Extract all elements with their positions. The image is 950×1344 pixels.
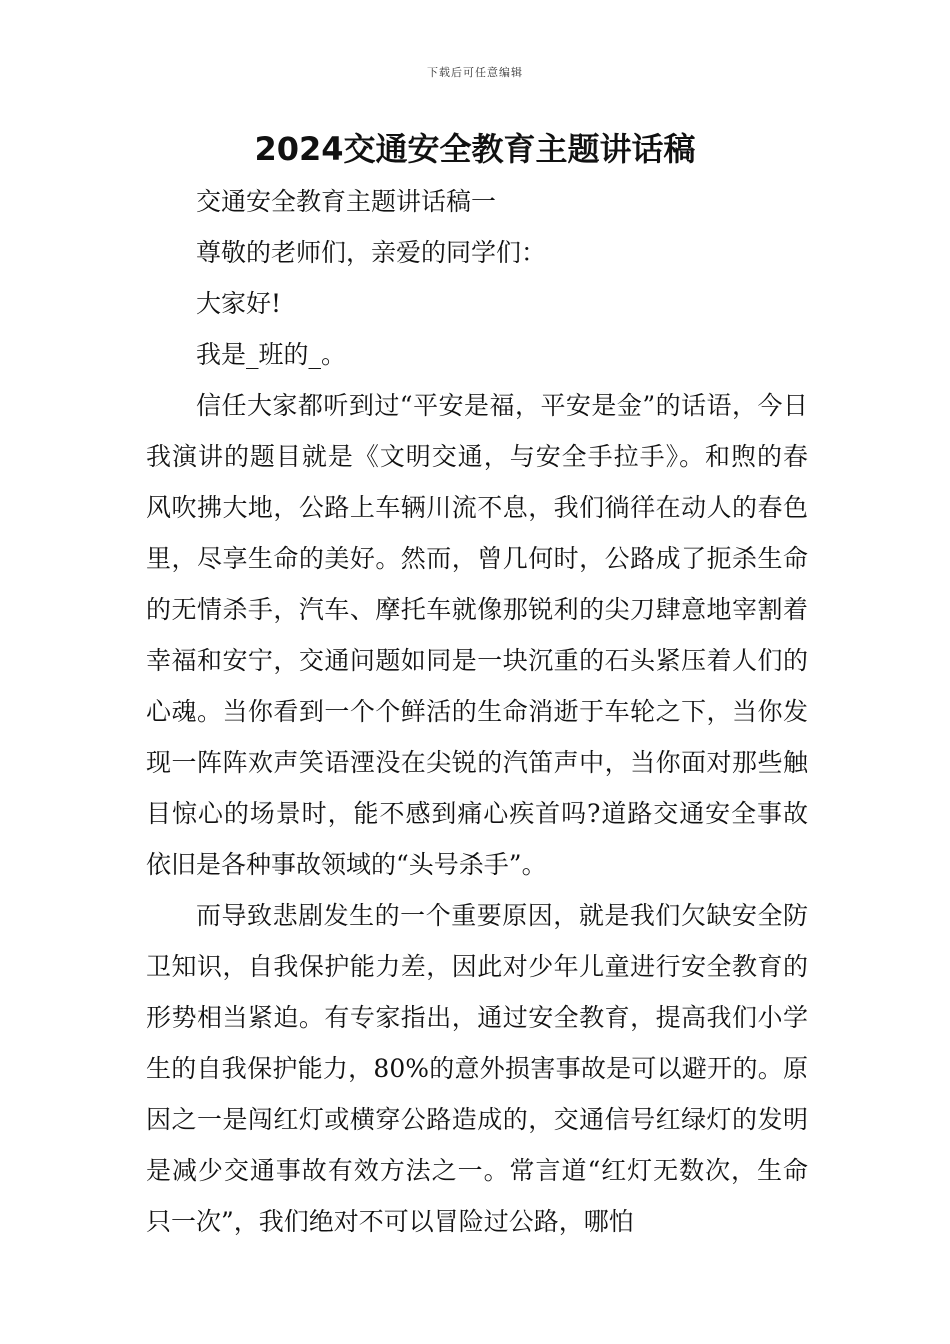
page-title: 2024交通安全教育主题讲话稿 xyxy=(254,130,696,168)
paragraph: 信任大家都听到过“平安是福，平安是金”的话语，今日我演讲的题目就是《文明交通，与安全手拉手》。和煦的春风吹拂大地，公路上车辆川流不息，我们徜徉在动人的春色里，尽享生命的美好。然而，曾几何时，公路成了扼杀生命的无情杀手，汽车、摩托车就像那锐利的尖刀肆意地宰割着幸福和安宁，交通问题如同是一块沉重的石头紧压着人们的心魂。当你看到一个个鲜活的生命消逝于车轮之下，当你发现一阵阵欢声笑语湮没在尖锐的汽笛声中，当你面对那些触目惊心的场景时，能不感到痛心疾首吗?道路交通安全事故依旧是各种事故领域的“头号杀手”。 xyxy=(146,391,808,879)
header-note: 下载后可任意编辑 xyxy=(427,66,523,79)
paragraph: 而导致悲剧发生的一个重要原因，就是我们欠缺安全防卫知识，自我保护能力差，因此对少年儿童进行安全教育的形势相当紧迫。有专家指出，通过安全教育，提高我们小学生的自我保护能力，80%的意外损害事故是可以避开的。原因之一是闯红灯或横穿公路造成的，交通信号红绿灯的发明是减少交通事故有效方法之一。常言道“红灯无数次，生命只一次”，我们绝对不可以冒险过公路，哪怕 xyxy=(146,901,808,1236)
greeting: 大家好! xyxy=(196,289,282,318)
document-body xyxy=(146,176,808,1247)
section-heading: 交通安全教育主题讲话稿一 xyxy=(196,187,497,216)
self-introduction: 我是_班的_。 xyxy=(196,340,347,369)
salutation: 尊敬的老师们，亲爱的同学们： xyxy=(196,238,547,267)
